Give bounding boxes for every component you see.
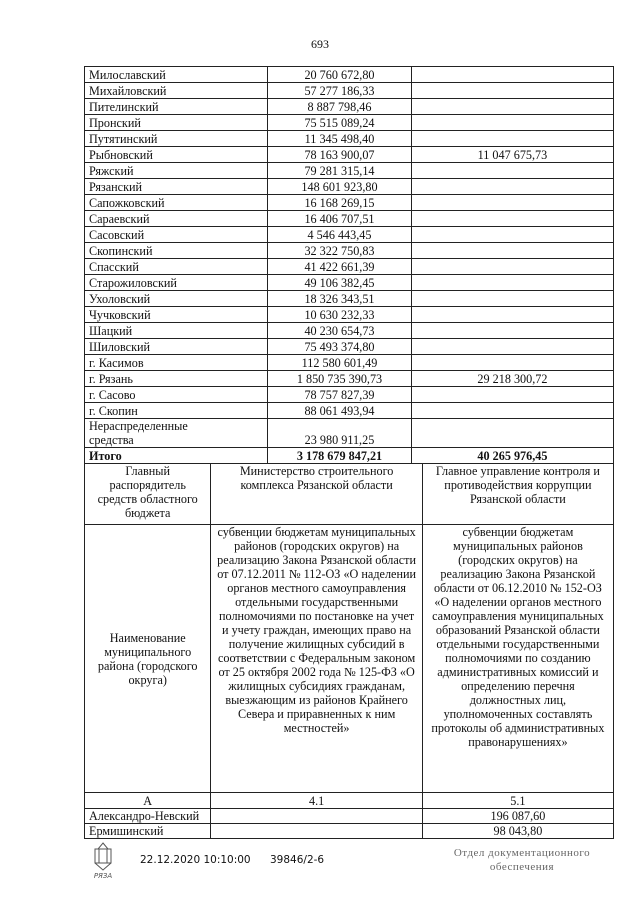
table-row [85, 147, 614, 163]
municipality-name: Сапожковский [85, 195, 268, 211]
value-column-2 [411, 99, 613, 115]
table-row [85, 371, 614, 387]
municipality-name: г. Скопин [85, 403, 268, 419]
value-column-1: 75 515 089,24 [268, 115, 412, 131]
value-column-2 [411, 195, 613, 211]
value-column-2 [411, 403, 613, 419]
table-row [85, 83, 614, 99]
municipality-name: Александро-Невский [85, 809, 211, 824]
total-row [85, 448, 614, 464]
value-column-2 [411, 227, 613, 243]
value-5-1: 98 043,80 [422, 824, 613, 839]
value-column-2 [411, 179, 613, 195]
logo-text: РЯЗА [93, 872, 113, 880]
municipality-name: г. Сасово [85, 387, 268, 403]
stamp-line-2: обеспечения [489, 861, 555, 873]
colnum-a: А [85, 793, 211, 809]
value-column-1: 32 322 750,83 [268, 243, 412, 259]
value-column-2 [411, 243, 613, 259]
value-column-1: 75 493 374,80 [268, 339, 412, 355]
table-row [85, 115, 614, 131]
distribution-table [84, 66, 614, 464]
value-column-1: 148 601 923,80 [268, 179, 412, 195]
table-row [85, 403, 614, 419]
value-column-1: 1 850 735 390,73 [268, 371, 412, 387]
municipality-name: Рыбновский [85, 147, 268, 163]
table-row [85, 259, 614, 275]
municipality-name: г. Рязань [85, 371, 268, 387]
stamp-line-1: Отдел документационного [453, 847, 591, 859]
municipality-name: Сараевский [85, 211, 268, 227]
total-value-2: 40 265 976,45 [411, 448, 613, 464]
value-column-2 [411, 307, 613, 323]
value-column-1: 49 106 382,45 [268, 275, 412, 291]
municipality-name: Чучковский [85, 307, 268, 323]
descr-housing-subvention: субвенции бюджетам муниципальных районов (городских округов) на реализацию Закона Рязанской области от 07.12.2011 № 112-ОЗ «О наделении органов местного самоуправления отдельными государственными полномочиями по постановке на учет и учету граждан, имеющих право на получение жилищных субсидий в соответствии с Федеральным законом от 25 октября 2002 года № 125-ФЗ «О жилищных субсидиях гражданам, выезжающим из районов Крайнего Севера и приравненных к ним местностей» [211, 525, 422, 793]
municipality-name: Шиловский [85, 339, 268, 355]
table-row [85, 227, 614, 243]
value-column-1: 41 422 661,39 [268, 259, 412, 275]
subvention-table [84, 463, 614, 839]
footer-doc-id: 39846/2-6 [270, 854, 325, 866]
municipality-name: г. Касимов [85, 355, 268, 371]
value-column-1: 11 345 498,40 [268, 131, 412, 147]
municipality-name: Пителинский [85, 99, 268, 115]
municipality-name: Рязанский [85, 179, 268, 195]
table-row [85, 339, 614, 355]
footer-date: 22.12.2020 10:10:00 [140, 854, 251, 866]
value-column-1: 78 757 827,39 [268, 387, 412, 403]
table-row [85, 163, 614, 179]
value-column-1: 78 163 900,07 [268, 147, 412, 163]
value-column-2 [411, 163, 613, 179]
unallocated-label [85, 419, 268, 448]
total-value-1: 3 178 679 847,21 [268, 448, 412, 464]
column-number-row [85, 793, 614, 809]
table-row [85, 99, 614, 115]
table-row [85, 323, 614, 339]
table-row [85, 179, 614, 195]
value-5-1: 196 087,60 [422, 809, 613, 824]
page-number: 693 [311, 37, 329, 51]
municipality-name: Спасский [85, 259, 268, 275]
header-chief-administrator: Главный распорядитель средств областного бюджета [85, 464, 211, 525]
value-column-2 [411, 355, 613, 371]
value-column-1: 16 168 269,15 [268, 195, 412, 211]
value-column-1: 4 546 443,45 [268, 227, 412, 243]
coat-of-arms-logo [86, 840, 120, 880]
table-row [85, 67, 614, 83]
municipality-name: Ермишинский [85, 824, 211, 839]
total-label: Итого [85, 448, 268, 464]
value-column-2 [411, 83, 613, 99]
value-column-2 [411, 131, 613, 147]
value-4-1 [211, 809, 422, 824]
value-column-1: 23 980 911,25 [268, 419, 412, 448]
value-column-2 [411, 67, 613, 83]
header-anticorruption-department: Главное управление контроля и противодействия коррупции Рязанской области [422, 464, 613, 525]
value-column-2 [411, 115, 613, 131]
table-row [85, 275, 614, 291]
value-column-1: 16 406 707,51 [268, 211, 412, 227]
value-column-1: 20 760 672,80 [268, 67, 412, 83]
colnum-5-1: 5.1 [422, 793, 613, 809]
value-column-2 [411, 387, 613, 403]
value-column-1: 112 580 601,49 [268, 355, 412, 371]
table-row [85, 355, 614, 371]
colnum-4-1: 4.1 [211, 793, 422, 809]
value-column-1: 57 277 186,33 [268, 83, 412, 99]
municipality-name: Пронский [85, 115, 268, 131]
value-column-2 [411, 323, 613, 339]
table-description-row [85, 525, 614, 793]
value-column-1: 10 630 232,33 [268, 307, 412, 323]
table-row [85, 824, 614, 839]
value-column-1: 40 230 654,73 [268, 323, 412, 339]
value-column-2 [411, 419, 613, 448]
unallocated-label-line-1: Нераспределенные [89, 419, 188, 433]
value-column-2 [411, 211, 613, 227]
municipality-name: Милославский [85, 67, 268, 83]
value-column-1: 79 281 315,14 [268, 163, 412, 179]
descr-municipality-name: Наименование муниципального района (городского округа) [85, 525, 211, 793]
unallocated-label-line-2: средства [89, 433, 134, 447]
table-row [85, 809, 614, 824]
value-column-2: 29 218 300,72 [411, 371, 613, 387]
municipality-name: Михайловский [85, 83, 268, 99]
value-column-1: 88 061 493,94 [268, 403, 412, 419]
value-column-2 [411, 339, 613, 355]
table-row [85, 195, 614, 211]
municipality-name: Путятинский [85, 131, 268, 147]
value-column-2 [411, 259, 613, 275]
value-column-2: 11 047 675,73 [411, 147, 613, 163]
table-row [85, 387, 614, 403]
municipality-name: Ряжский [85, 163, 268, 179]
municipality-name: Старожиловский [85, 275, 268, 291]
department-stamp [447, 846, 597, 874]
value-column-2 [411, 291, 613, 307]
table-row [85, 131, 614, 147]
table-row [85, 211, 614, 227]
value-column-1: 8 887 798,46 [268, 99, 412, 115]
value-4-1 [211, 824, 422, 839]
municipality-name: Скопинский [85, 243, 268, 259]
value-column-2 [411, 275, 613, 291]
municipality-name: Сасовский [85, 227, 268, 243]
value-column-1: 18 326 343,51 [268, 291, 412, 307]
municipality-name: Ухоловский [85, 291, 268, 307]
descr-admin-commission-subvention: субвенции бюджетам муниципальных районов (городских округов) на реализацию Закона Рязанской области от 06.12.2010 № 152-ОЗ «О наделении органов местного самоуправления муниципальных образований Рязанской области отдельными государственными полномочиями по созданию административных комиссий и определению перечня должностных лиц, уполномоченных составлять протоколы об административных правонарушениях» [422, 525, 613, 793]
table-row [85, 243, 614, 259]
table-row [85, 307, 614, 323]
table-header-row [85, 464, 614, 525]
unallocated-row [85, 419, 614, 448]
municipality-name: Шацкий [85, 323, 268, 339]
table-row [85, 291, 614, 307]
header-ministry-construction: Министерство строительного комплекса Рязанской области [211, 464, 422, 525]
